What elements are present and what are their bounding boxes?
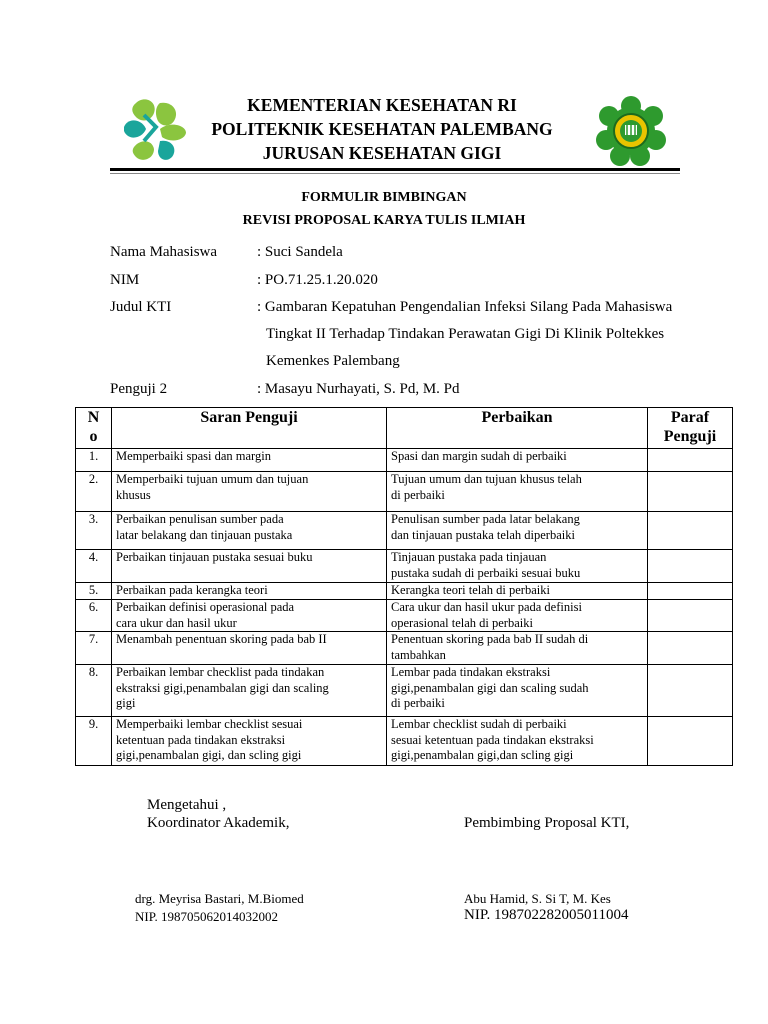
cell-perbaikan [387,632,648,665]
perbaikan-line: Lembar pada tindakan ekstraksi [391,665,551,679]
table-row [76,665,733,717]
table-row [76,583,733,600]
header-no-line2: o [89,428,98,445]
saran-line: Perbaikan tinjauan pustaka sesuai buku [116,550,313,564]
cell-paraf [648,583,733,600]
perbaikan-line: gigi,penambalan gigi dan scaling sudah [391,680,589,695]
mengetahui-label: Mengetahui , [147,797,227,813]
table-row [76,449,733,472]
row-number: 1. [76,449,112,472]
cell-saran [112,632,387,665]
table-header-row [76,408,733,449]
saran-line: Perbaikan pada kerangka teori [116,583,268,597]
header-paraf-line1: Paraf [670,409,710,426]
table-row [76,550,733,583]
penguji-label: Penguji 2 [110,381,168,397]
cell-perbaikan [387,583,648,600]
koordinator-nip: NIP. 198705062014032002 [135,909,279,924]
perbaikan-line: di perbaiki [391,487,445,502]
saran-line: khusus [116,487,151,502]
cell-perbaikan [387,550,648,583]
koordinator-name: drg. Meyrisa Bastari, M.Biomed [135,891,304,906]
saran-line: Memperbaiki lembar checklist sesuai [116,717,303,731]
cell-perbaikan [387,512,648,550]
table-row [76,472,733,512]
row-number: 7. [76,632,112,665]
perbaikan-line: Spasi dan margin sudah di perbaiki [391,449,567,463]
pembimbing-label: Pembimbing Proposal KTI, [464,815,630,831]
saran-line: Memperbaiki tujuan umum dan tujuan [116,472,309,486]
table-row [76,600,733,632]
header-perbaikan: Perbaikan [387,408,648,449]
saran-line: cara ukur dan hasil ukur [116,615,237,630]
header-paraf-line2: Penguji [663,428,717,445]
header-rule [110,168,680,171]
cell-perbaikan [387,472,648,512]
perbaikan-line: Tujuan umum dan tujuan khusus telah [391,472,582,486]
cell-saran [112,449,387,472]
table-row [76,717,733,766]
cell-saran [112,550,387,583]
header-saran: Saran Penguji [112,408,387,449]
penguji-value: : Masayu Nurhayati, S. Pd, M. Pd [257,381,460,397]
cell-paraf [648,600,733,632]
header-no [76,408,112,449]
perbaikan-line: pustaka sudah di perbaiki sesuai buku [391,565,581,580]
perbaikan-line: sesuai ketentuan pada tindakan ekstraksi [391,732,594,747]
cell-saran [112,600,387,632]
perbaikan-line: Penulisan sumber pada latar belakang [391,512,580,526]
koordinator-label: Koordinator Akademik, [147,815,290,831]
saran-line: Perbaikan definisi operasional pada [116,600,295,614]
saran-line: Perbaikan lembar checklist pada tindakan [116,665,325,679]
nama-label: Nama Mahasiswa [110,244,218,260]
cell-perbaikan [387,665,648,717]
cell-paraf [648,449,733,472]
poltekkes-emblem [596,96,666,166]
perbaikan-line: tambahkan [391,647,446,662]
cell-paraf [648,512,733,550]
row-number: 4. [76,550,112,583]
table-row [76,512,733,550]
cell-perbaikan [387,717,648,766]
nim-label: NIM [110,272,140,288]
perbaikan-line: Lembar checklist sudah di perbaiki [391,717,567,731]
nama-value: : Suci Sandela [257,244,343,260]
saran-line: ekstraksi gigi,penambalan gigi dan scaling [116,680,329,695]
row-number: 9. [76,717,112,766]
judul-line3: Kemenkes Palembang [266,353,400,369]
pembimbing-name: Abu Hamid, S. Si T, M. Kes [464,891,611,906]
judul-line1: : Gambaran Kepatuhan Pengendalian Infeksi Silang Pada Mahasiswa [257,299,673,315]
header-rule-thin [110,173,680,174]
perbaikan-line: di perbaiki [391,696,445,710]
cell-paraf [648,717,733,766]
saran-line: gigi [116,696,136,710]
saran-line: Perbaikan penulisan sumber pada [116,512,284,526]
table-row [76,632,733,665]
header-polytechnic: POLITEKNIK KESEHATAN PALEMBANG [211,119,553,139]
cell-perbaikan [387,449,648,472]
cell-paraf [648,665,733,717]
judul-label: Judul KTI [110,299,172,315]
pembimbing-nip: NIP. 198702282005011004 [464,907,629,923]
row-number: 5. [76,583,112,600]
header-department: JURUSAN KESEHATAN GIGI [262,143,502,163]
cell-saran [112,472,387,512]
row-number: 6. [76,600,112,632]
saran-line: Memperbaiki spasi dan margin [116,449,271,463]
perbaikan-line: operasional telah di perbaiki [391,615,533,630]
perbaikan-line: Kerangka teori telah di perbaiki [391,583,550,597]
saran-line: latar belakang dan tinjauan pustaka [116,527,293,542]
cell-saran [112,717,387,766]
saran-line: gigi,penambalan gigi, dan scling gigi [116,748,302,762]
form-title: FORMULIR BIMBINGAN [301,190,467,205]
header-ministry: KEMENTERIAN KESEHATAN RI [247,95,517,115]
row-number: 8. [76,665,112,717]
form-subtitle: REVISI PROPOSAL KARYA TULIS ILMIAH [242,213,526,228]
saran-line: Menambah penentuan skoring pada bab II [116,632,327,646]
cell-saran [112,665,387,717]
perbaikan-line: Penentuan skoring pada bab II sudah di [391,632,589,646]
cell-saran [112,583,387,600]
row-number: 2. [76,472,112,512]
cell-paraf [648,472,733,512]
cell-perbaikan [387,600,648,632]
perbaikan-line: dan tinjauan pustaka telah diperbaiki [391,527,575,542]
header-no-line1: N [87,409,100,426]
cell-paraf [648,550,733,583]
perbaikan-line: gigi,penambalan gigi,dan scling gigi [391,748,574,762]
revision-table [75,407,733,766]
perbaikan-line: Cara ukur dan hasil ukur pada definisi [391,600,582,614]
cell-saran [112,512,387,550]
header-paraf [648,408,733,449]
judul-line2: Tingkat II Terhadap Tindakan Perawatan Gigi Di Klinik Poltekkes [266,326,665,342]
cell-paraf [648,632,733,665]
row-number: 3. [76,512,112,550]
saran-line: ketentuan pada tindakan ekstraksi [116,732,286,747]
perbaikan-line: Tinjauan pustaka pada tinjauan [391,550,547,564]
nim-value: : PO.71.25.1.20.020 [257,272,378,288]
